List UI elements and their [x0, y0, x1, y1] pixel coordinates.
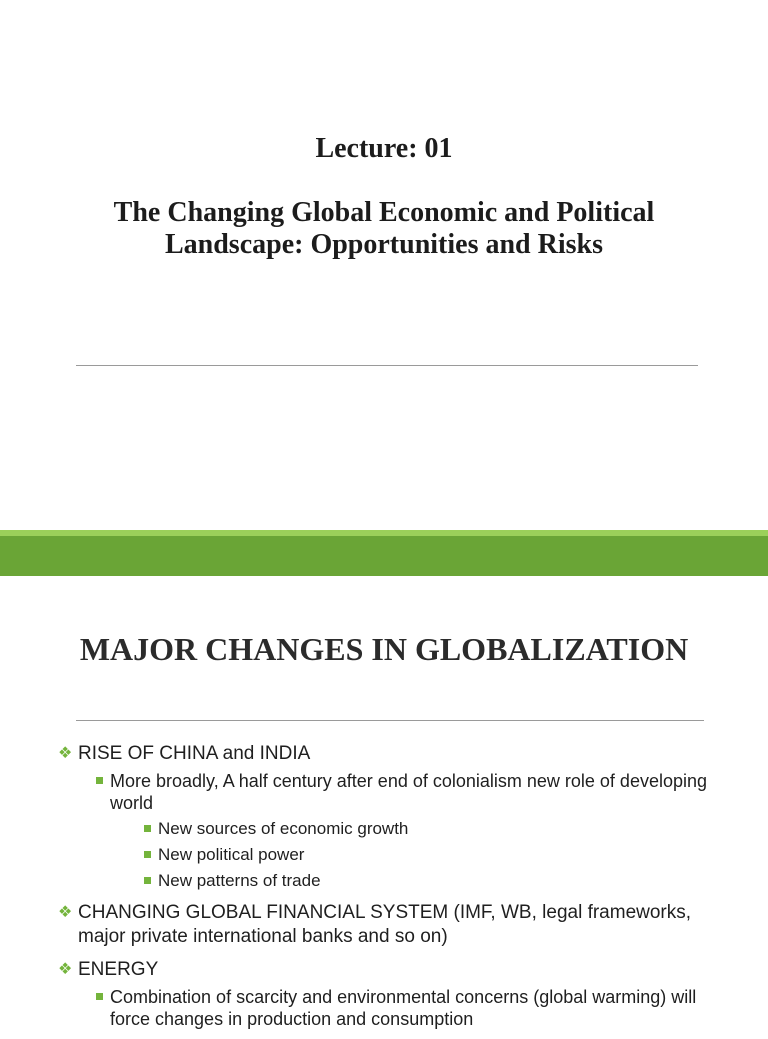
lecture-number: Lecture: 01: [315, 133, 453, 164]
square-bullet-icon: [144, 825, 151, 832]
list-item: [58, 901, 718, 949]
slide-title-divider: [76, 720, 704, 721]
slide-title: MAJOR CHANGES IN GLOBALIZATION: [79, 631, 689, 667]
title-divider-line: [76, 365, 698, 366]
sub-sub-list-item-text: New patterns of trade: [158, 871, 321, 890]
square-bullet-icon: [96, 993, 103, 1000]
list-item: [58, 958, 718, 1030]
sub-sub-list-item-text: New sources of economic growth: [158, 819, 409, 838]
sub-list-item: [78, 986, 718, 1030]
diamond-four-icon: ❖: [58, 904, 73, 921]
list-item: [58, 742, 718, 892]
slide-separator-band: [0, 530, 768, 576]
lecture-title-line-1: The Changing Global Economic and Political: [113, 197, 655, 228]
list-item-text: CHANGING GLOBAL FINANCIAL SYSTEM (IMF, WB, legal frameworks, major private international banks and so on): [78, 902, 692, 947]
sub-sub-list-item-text: New political power: [158, 845, 305, 864]
sub-list-item-text: Combination of scarcity and environmental concerns (global warming) will force changes in production and consumption: [110, 987, 697, 1029]
lecture-title: [0, 197, 768, 261]
square-bullet-icon: [96, 777, 103, 784]
content-slide: [0, 576, 768, 1029]
sub-sub-list-item: [110, 818, 718, 840]
diamond-four-icon: ❖: [58, 961, 73, 978]
diamond-four-icon: ❖: [58, 745, 73, 762]
lecture-title-line-2: Landscape: Opportunities and Risks: [164, 229, 603, 260]
sub-sub-list-item: [110, 870, 718, 892]
square-bullet-icon: [144, 851, 151, 858]
separator-main-stripe: [0, 536, 768, 576]
square-bullet-icon: [144, 877, 151, 884]
bullet-list: [58, 742, 718, 1039]
list-item-text: RISE OF CHINA and INDIA: [78, 743, 311, 764]
list-item-text: ENERGY: [78, 959, 159, 980]
sub-list-item-text: More broadly, A half century after end of colonialism new role of developing world: [110, 771, 708, 813]
sub-list-item: [78, 770, 718, 892]
sub-sub-list-item: [110, 844, 718, 866]
